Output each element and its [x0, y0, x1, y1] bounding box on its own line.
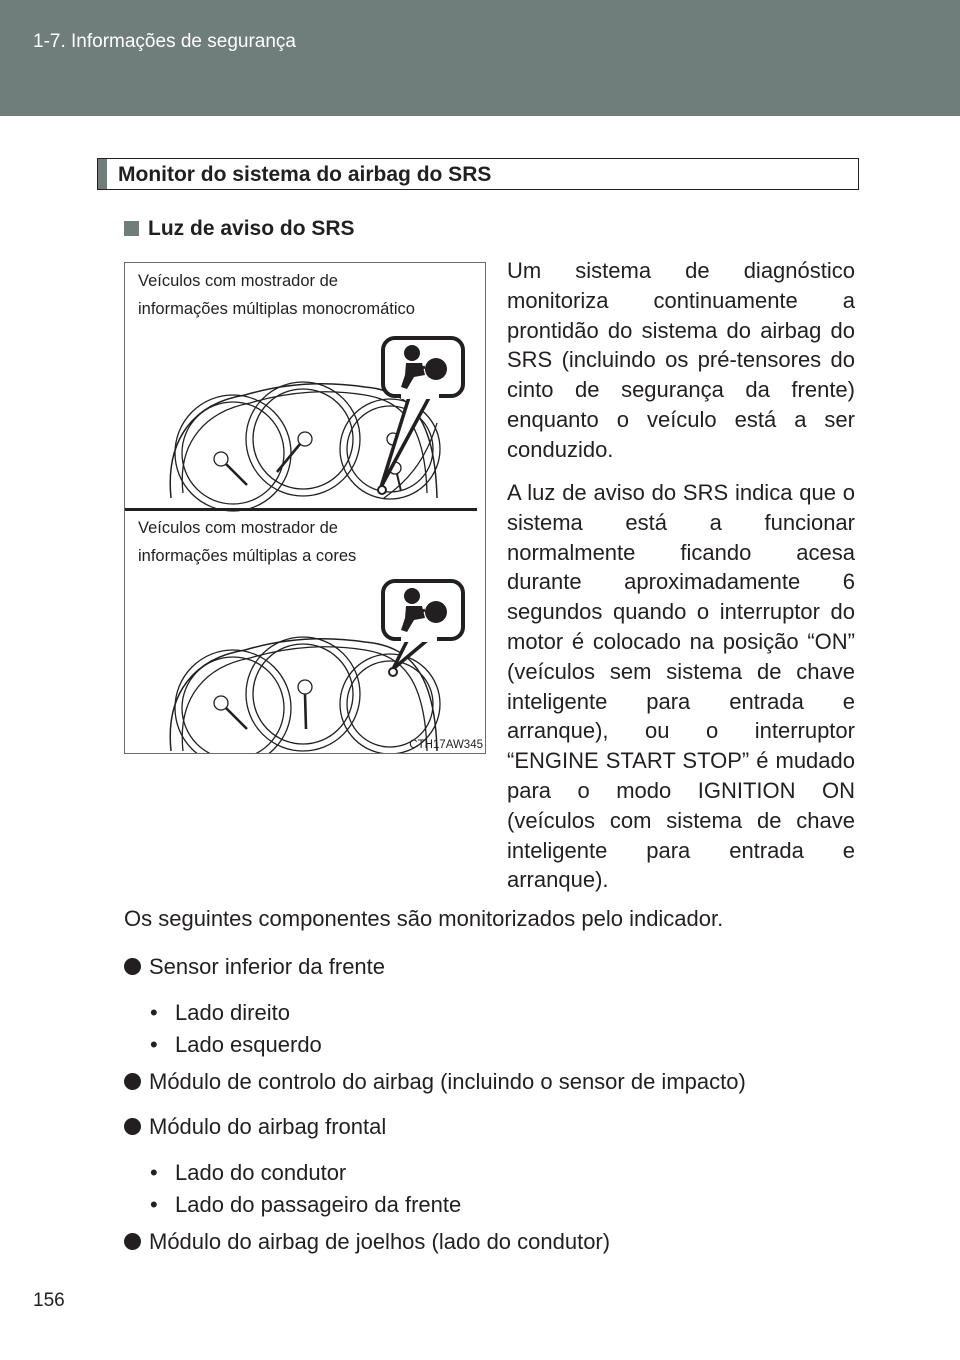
list-item: Módulo de controlo do airbag (incluindo o sensor de impacto): [124, 1069, 746, 1095]
page-header: [0, 0, 960, 116]
page-number: 156: [33, 1290, 65, 1311]
instrument-cluster-figure: [124, 262, 486, 754]
subheading: [124, 217, 355, 241]
cluster-illustration: [125, 263, 485, 753]
components-intro: Os seguintes componentes são monitorizados pelo indicador.: [124, 906, 724, 931]
bullet-dot-icon: •: [150, 1160, 158, 1185]
figure-caption-bottom: Veículos com mostrador de informações múltiplas a cores: [138, 519, 357, 565]
diagnostic-paragraph: Um sistema de diagnóstico monitoriza continuamente a prontidão do sistema do airbag do SRS (incluindo os pré-tensores do cinto de segurança da frente) enquanto o veículo está a ser conduzido.: [507, 258, 855, 462]
srs-warning-callout-bottom: [383, 581, 463, 676]
square-bullet-icon: [124, 221, 139, 236]
round-bullet-icon: [124, 958, 141, 975]
round-bullet-icon: [124, 1073, 141, 1090]
chapter-title: 1-7. Informações de segurança: [33, 31, 296, 52]
list-item: Módulo do airbag de joelhos (lado do condutor): [124, 1229, 610, 1255]
bullet-dot-icon: •: [150, 1192, 158, 1217]
section-title: Monitor do sistema do airbag do SRS: [118, 163, 492, 186]
warning-light-paragraph: A luz de aviso do SRS indica que o sistema está a funcionar normalmente ficando acesa durante aproximadamente 6 segundos quando o interruptor do motor é colocado na posição “ON” (veículos sem sistema de chave inteligente para entrada e arranque), ou o interruptor “ENGINE START STOP” é mudado para o modo IGNITION ON (veículos com sistema de chave inteligente para entrada e arranque).: [507, 480, 855, 893]
bullet-dot-icon: •: [150, 1032, 158, 1057]
list-item: Módulo do airbag frontal: [124, 1114, 386, 1140]
list-subitem: • Lado do condutor: [150, 1160, 347, 1185]
list-subitem: • Lado do passageiro da frente: [150, 1192, 462, 1217]
list-item: Sensor inferior da frente: [124, 954, 385, 980]
round-bullet-icon: [124, 1118, 141, 1135]
srs-warning-callout-top: [378, 338, 463, 494]
section-title-box: [97, 158, 859, 190]
subheading-text: Luz de aviso do SRS: [148, 217, 355, 240]
figure-code: CTH17AW345: [409, 739, 483, 751]
round-bullet-icon: [124, 1233, 141, 1250]
bullet-dot-icon: •: [150, 1000, 158, 1025]
list-subitem: • Lado esquerdo: [150, 1032, 322, 1057]
section-accent-bar: [98, 159, 107, 189]
list-subitem: • Lado direito: [150, 1000, 290, 1025]
figure-caption-top: Veículos com mostrador de informações múltiplas monocromático: [138, 272, 415, 318]
